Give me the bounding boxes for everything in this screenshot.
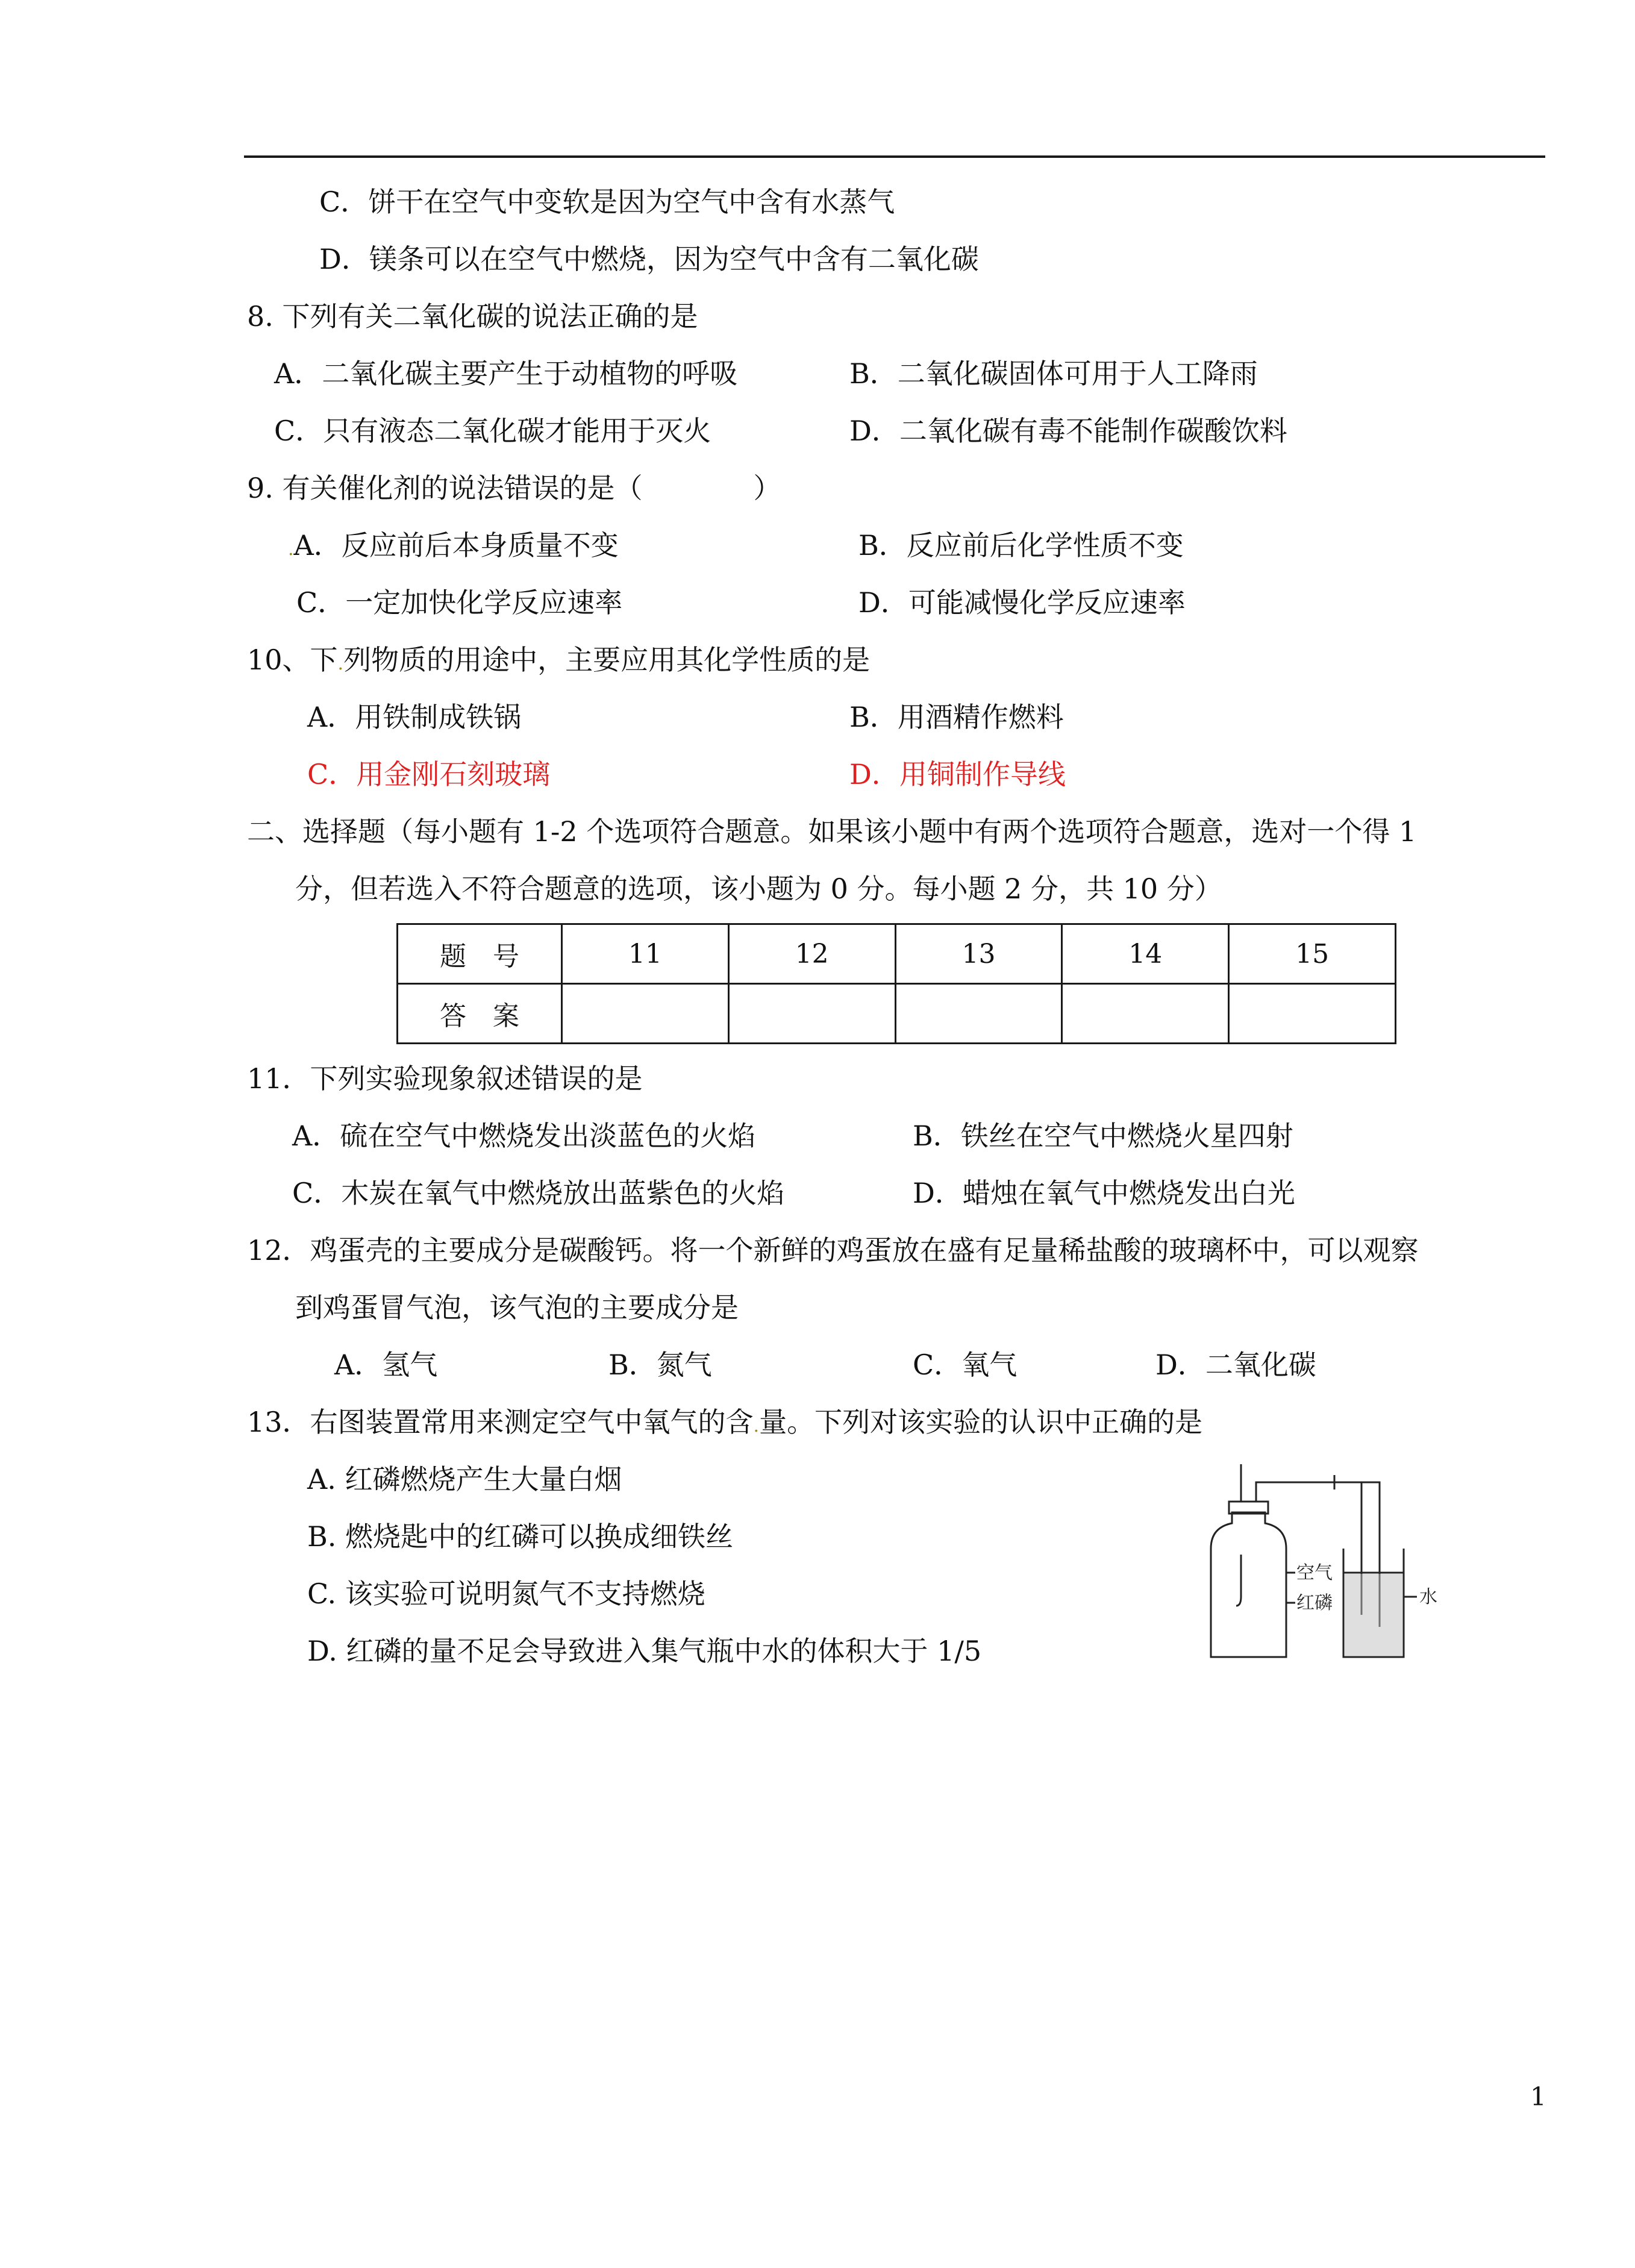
combustion-spoon — [1236, 1555, 1241, 1606]
q11-option-d: D．蜡烛在氧气中燃烧发出白光 — [913, 1177, 1295, 1209]
q12-option-d: D．二氧化碳 — [1155, 1349, 1316, 1381]
q13-stem-pre: 13．右图装置常用来测定空气中氧气的含 — [247, 1406, 754, 1438]
q9-option-d: D．可能减慢化学反应速率 — [858, 586, 1186, 619]
q10-option-d: D．用铜制作导线 — [849, 758, 1066, 791]
q10-option-b: B．用酒精作燃料 — [849, 701, 1064, 733]
figure-label-water: 水 — [1419, 1587, 1437, 1608]
answer-table-answer-row — [398, 984, 1396, 1044]
gas-collecting-bottle — [1211, 1512, 1286, 1657]
figure-label-phosphorus: 红磷 — [1296, 1593, 1333, 1614]
q9-option-b: B．反应前后化学性质不变 — [858, 529, 1184, 562]
q7-option-d: D．镁条可以在空气中燃烧，因为空气中含有二氧化碳 — [319, 243, 979, 275]
q12-option-c: C．氧气 — [913, 1349, 1018, 1381]
q13-stem-post: 量。下列对该实验的认识中正确的是 — [759, 1406, 1203, 1438]
q10-stem-post: 列物质的用途中，主要应用其化学性质的是 — [343, 644, 871, 676]
q8-option-d: D．二氧化碳有毒不能制作碳酸饮料 — [849, 415, 1287, 447]
q12-option-b: B．氮气 — [608, 1349, 712, 1381]
q13-option-a: A. 红磷燃烧产生大量白烟 — [307, 1463, 622, 1496]
q13-option-c: C. 该实验可说明氮气不支持燃烧 — [307, 1577, 705, 1610]
answer-table-number: 14 — [1062, 924, 1229, 984]
q13-option-b: B. 燃烧匙中的红磷可以换成细铁丝 — [307, 1520, 734, 1553]
answer-table-number-header: 题 号 — [398, 924, 562, 984]
answer-table — [396, 923, 1396, 1044]
answer-cell[interactable] — [1229, 984, 1396, 1044]
q8-option-b: B．二氧化碳固体可用于人工降雨 — [849, 357, 1258, 390]
answer-cell[interactable] — [728, 984, 895, 1044]
q10-stray-mark: . — [337, 653, 344, 674]
q12-stem-line1: 12．鸡蛋壳的主要成分是碳酸钙。将一个新鲜的鸡蛋放在盛有足量稀盐酸的玻璃杯中，可以观察 — [247, 1234, 1419, 1267]
figure-label-air: 空气 — [1296, 1562, 1333, 1584]
q10-stem-pre: 10、下 — [247, 644, 338, 676]
q9-stem: 9. 有关催化剂的说法错误的是（ ） — [247, 472, 781, 504]
q12-stem-line2: 到鸡蛋冒气泡，该气泡的主要成分是 — [295, 1291, 739, 1324]
q8-option-c: C．只有液态二氧化碳才能用于灭火 — [274, 415, 711, 447]
answer-table-number: 13 — [895, 924, 1062, 984]
section-2-instructions-line2: 分，但若选入不符合题意的选项，该小题为 0 分。每小题 2 分，共 10 分） — [295, 872, 1222, 905]
q13-option-d: D. 红磷的量不足会导致进入集气瓶中水的体积大于 1/5 — [307, 1635, 982, 1667]
answer-table-number: 11 — [562, 924, 729, 984]
oxygen-measurement-apparatus-figure — [1199, 1458, 1464, 1663]
q8-option-a: A．二氧化碳主要产生于动植物的呼吸 — [274, 357, 738, 390]
q9-stray-mark: . — [288, 539, 294, 560]
q13-stem — [247, 1404, 1202, 1444]
q10-option-c: C．用金刚石刻玻璃 — [307, 758, 551, 791]
water-fill — [1345, 1574, 1402, 1656]
q12-option-a: A．氢气 — [334, 1349, 438, 1381]
answer-table-number: 12 — [728, 924, 895, 984]
q9-option-a — [288, 527, 619, 568]
q9-option-a-text: A．反应前后本身质量不变 — [293, 529, 619, 562]
q11-option-b: B．铁丝在空气中燃烧火星四射 — [913, 1120, 1293, 1152]
q10-option-a: A．用铁制成铁锅 — [307, 701, 522, 733]
section-2-instructions-line1: 二、选择题（每小题有 1-2 个选项符合题意。如果该小题中有两个选项符合题意，选对一个得 1 — [247, 815, 1417, 848]
q8-stem: 8. 下列有关二氧化碳的说法正确的是 — [247, 300, 698, 333]
q10-stem — [247, 642, 870, 682]
page-number: 1 — [1530, 2082, 1546, 2111]
answer-table-answer-header: 答 案 — [398, 984, 562, 1044]
answer-table-number: 15 — [1229, 924, 1396, 984]
header-rule — [244, 155, 1545, 158]
q11-option-c: C．木炭在氧气中燃烧放出蓝紫色的火焰 — [292, 1177, 785, 1209]
q11-option-a: A．硫在空气中燃烧发出淡蓝色的火焰 — [292, 1120, 756, 1152]
q7-option-c: C．饼干在空气中变软是因为空气中含有水蒸气 — [319, 186, 895, 218]
answer-cell[interactable] — [895, 984, 1062, 1044]
q11-stem: 11．下列实验现象叙述错误的是 — [247, 1062, 643, 1095]
answer-cell[interactable] — [1062, 984, 1229, 1044]
answer-table-number-row — [398, 924, 1396, 984]
answer-cell[interactable] — [562, 984, 729, 1044]
q13-stray-mark: . — [753, 1415, 760, 1436]
q9-option-c: C．一定加快化学反应速率 — [296, 586, 623, 619]
